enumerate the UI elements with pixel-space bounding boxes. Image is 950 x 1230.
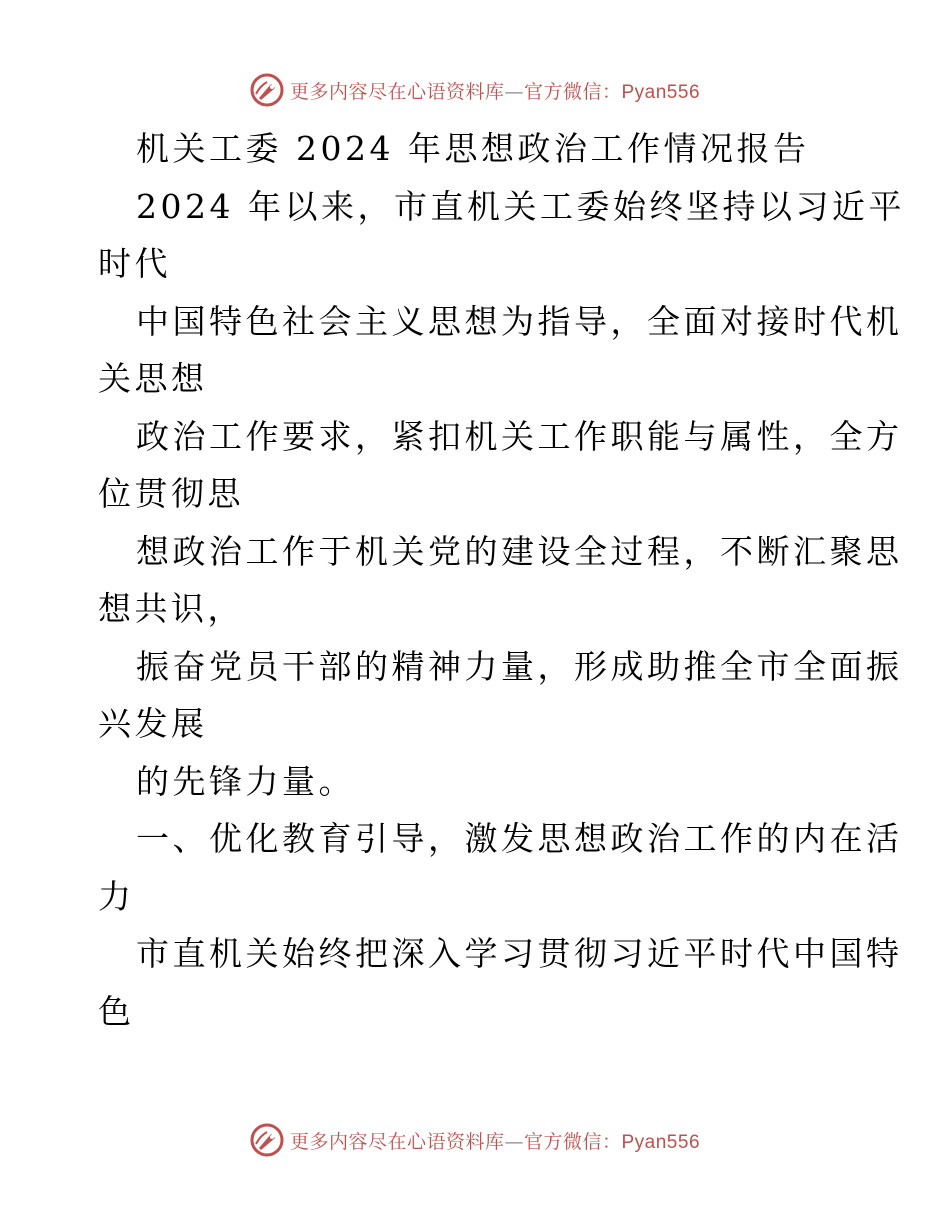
banner-wechat-label: 官方微信： (523, 1130, 622, 1153)
pen-nib-logo-icon (250, 73, 284, 107)
banner-wechat-id: Pyan556 (621, 81, 701, 103)
header-banner (0, 70, 950, 110)
paragraph-line: 市直机关始终把深入学习贯彻习近平时代中国特 (136, 934, 903, 973)
paragraph-line: 政治工作要求，紧扣机关工作职能与属性，全方 (136, 416, 903, 456)
paragraph-line: 关思想 (98, 359, 208, 398)
paragraph-line: 想政治工作于机关党的建设全过程，不断汇聚思 (136, 531, 903, 571)
section-heading-continuation: 力 (98, 876, 135, 916)
footer-banner (0, 1120, 950, 1160)
paragraph-line: 色 (98, 991, 135, 1031)
banner-title: 更多内容尽在心语资料库 (289, 80, 505, 103)
banner-wechat-id: Pyan556 (621, 1131, 701, 1153)
section-heading: 一、优化教育引导，激发思想政治工作的内在活 (136, 819, 903, 858)
paragraph-line: 中国特色社会主义思想为指导，全面对接时代机 (136, 301, 903, 341)
document-title: 机关工委 2024 年思想政治工作情况报告 (136, 129, 810, 168)
paragraph-line: 的先锋力量。 (136, 761, 355, 801)
paragraph-line: 2024 年以来，市直机关工委始终坚持以习近平 (136, 186, 905, 226)
paragraph-line: 兴发展 (98, 704, 208, 743)
paragraph-line: 时代 (98, 244, 171, 283)
banner-wechat-label: 官方微信： (523, 80, 622, 103)
banner-separator: — (504, 1130, 524, 1153)
paragraph-line: 位贯彻思 (98, 474, 244, 513)
banner-title: 更多内容尽在心语资料库 (289, 1130, 505, 1153)
paragraph-line: 振奋党员干部的精神力量，形成助推全市全面振 (136, 646, 903, 686)
paragraph-line: 想共识， (98, 589, 244, 628)
banner-separator: — (504, 80, 524, 103)
pen-nib-logo-icon (250, 1123, 284, 1157)
document-body (98, 120, 905, 1040)
